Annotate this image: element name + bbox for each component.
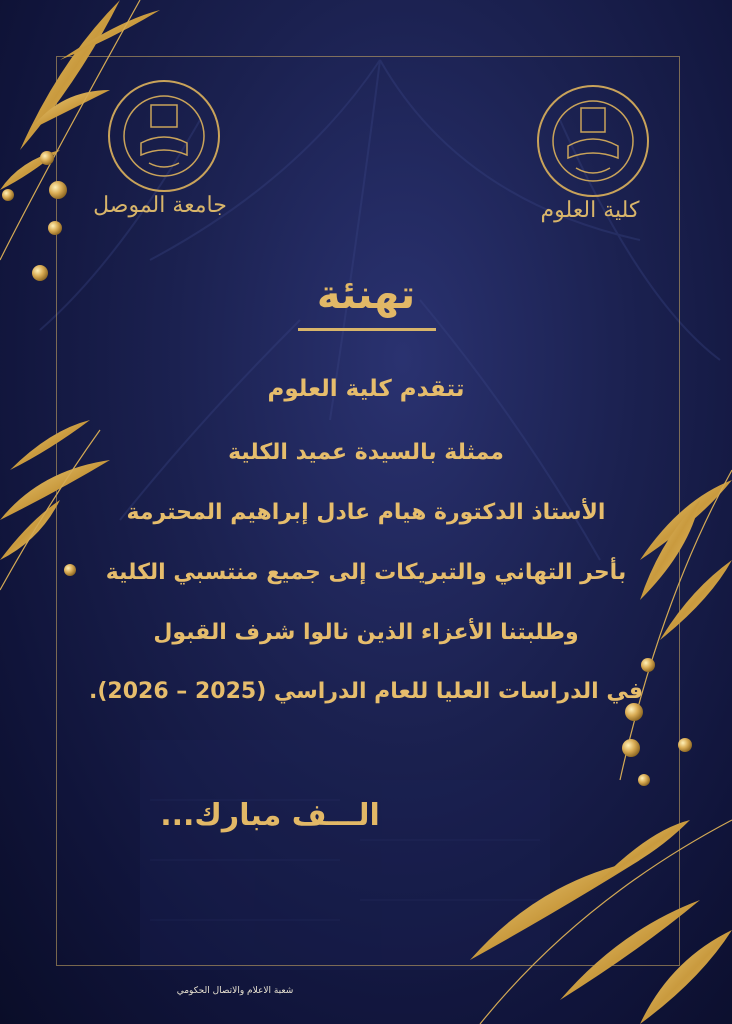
college-of-science-seal xyxy=(537,85,649,197)
closing-congrats: الـــف مبارك... xyxy=(160,798,380,833)
body-line-4: بأحر التهاني والتبريكات إلى جميع منتسبي الكلية xyxy=(105,560,627,585)
title-underline xyxy=(298,328,436,331)
university-seal-icon xyxy=(119,91,209,181)
college-seal-icon xyxy=(548,96,638,186)
body-line-5: وطلبتنا الأعزاء الذين نالوا شرف القبول xyxy=(153,620,579,645)
body-line-2: ممثلة بالسيدة عميد الكلية xyxy=(228,440,504,465)
university-of-mosul-seal xyxy=(108,80,220,192)
page-title: تهنئة xyxy=(316,272,416,318)
university-caption: جامعة الموصل xyxy=(93,193,227,218)
body-line-1: تتقدم كلية العلوم xyxy=(267,376,465,402)
body-line-3: الأستاذ الدكتورة هيام عادل إبراهيم المحترمة xyxy=(126,500,606,525)
footer-credit: شعبة الاعلام والاتصال الحكومي xyxy=(176,986,294,996)
college-caption: كلية العلوم xyxy=(540,198,640,223)
body-line-6: في الدراسات العليا للعام الدراسي (2025 – 2026). xyxy=(88,679,644,704)
